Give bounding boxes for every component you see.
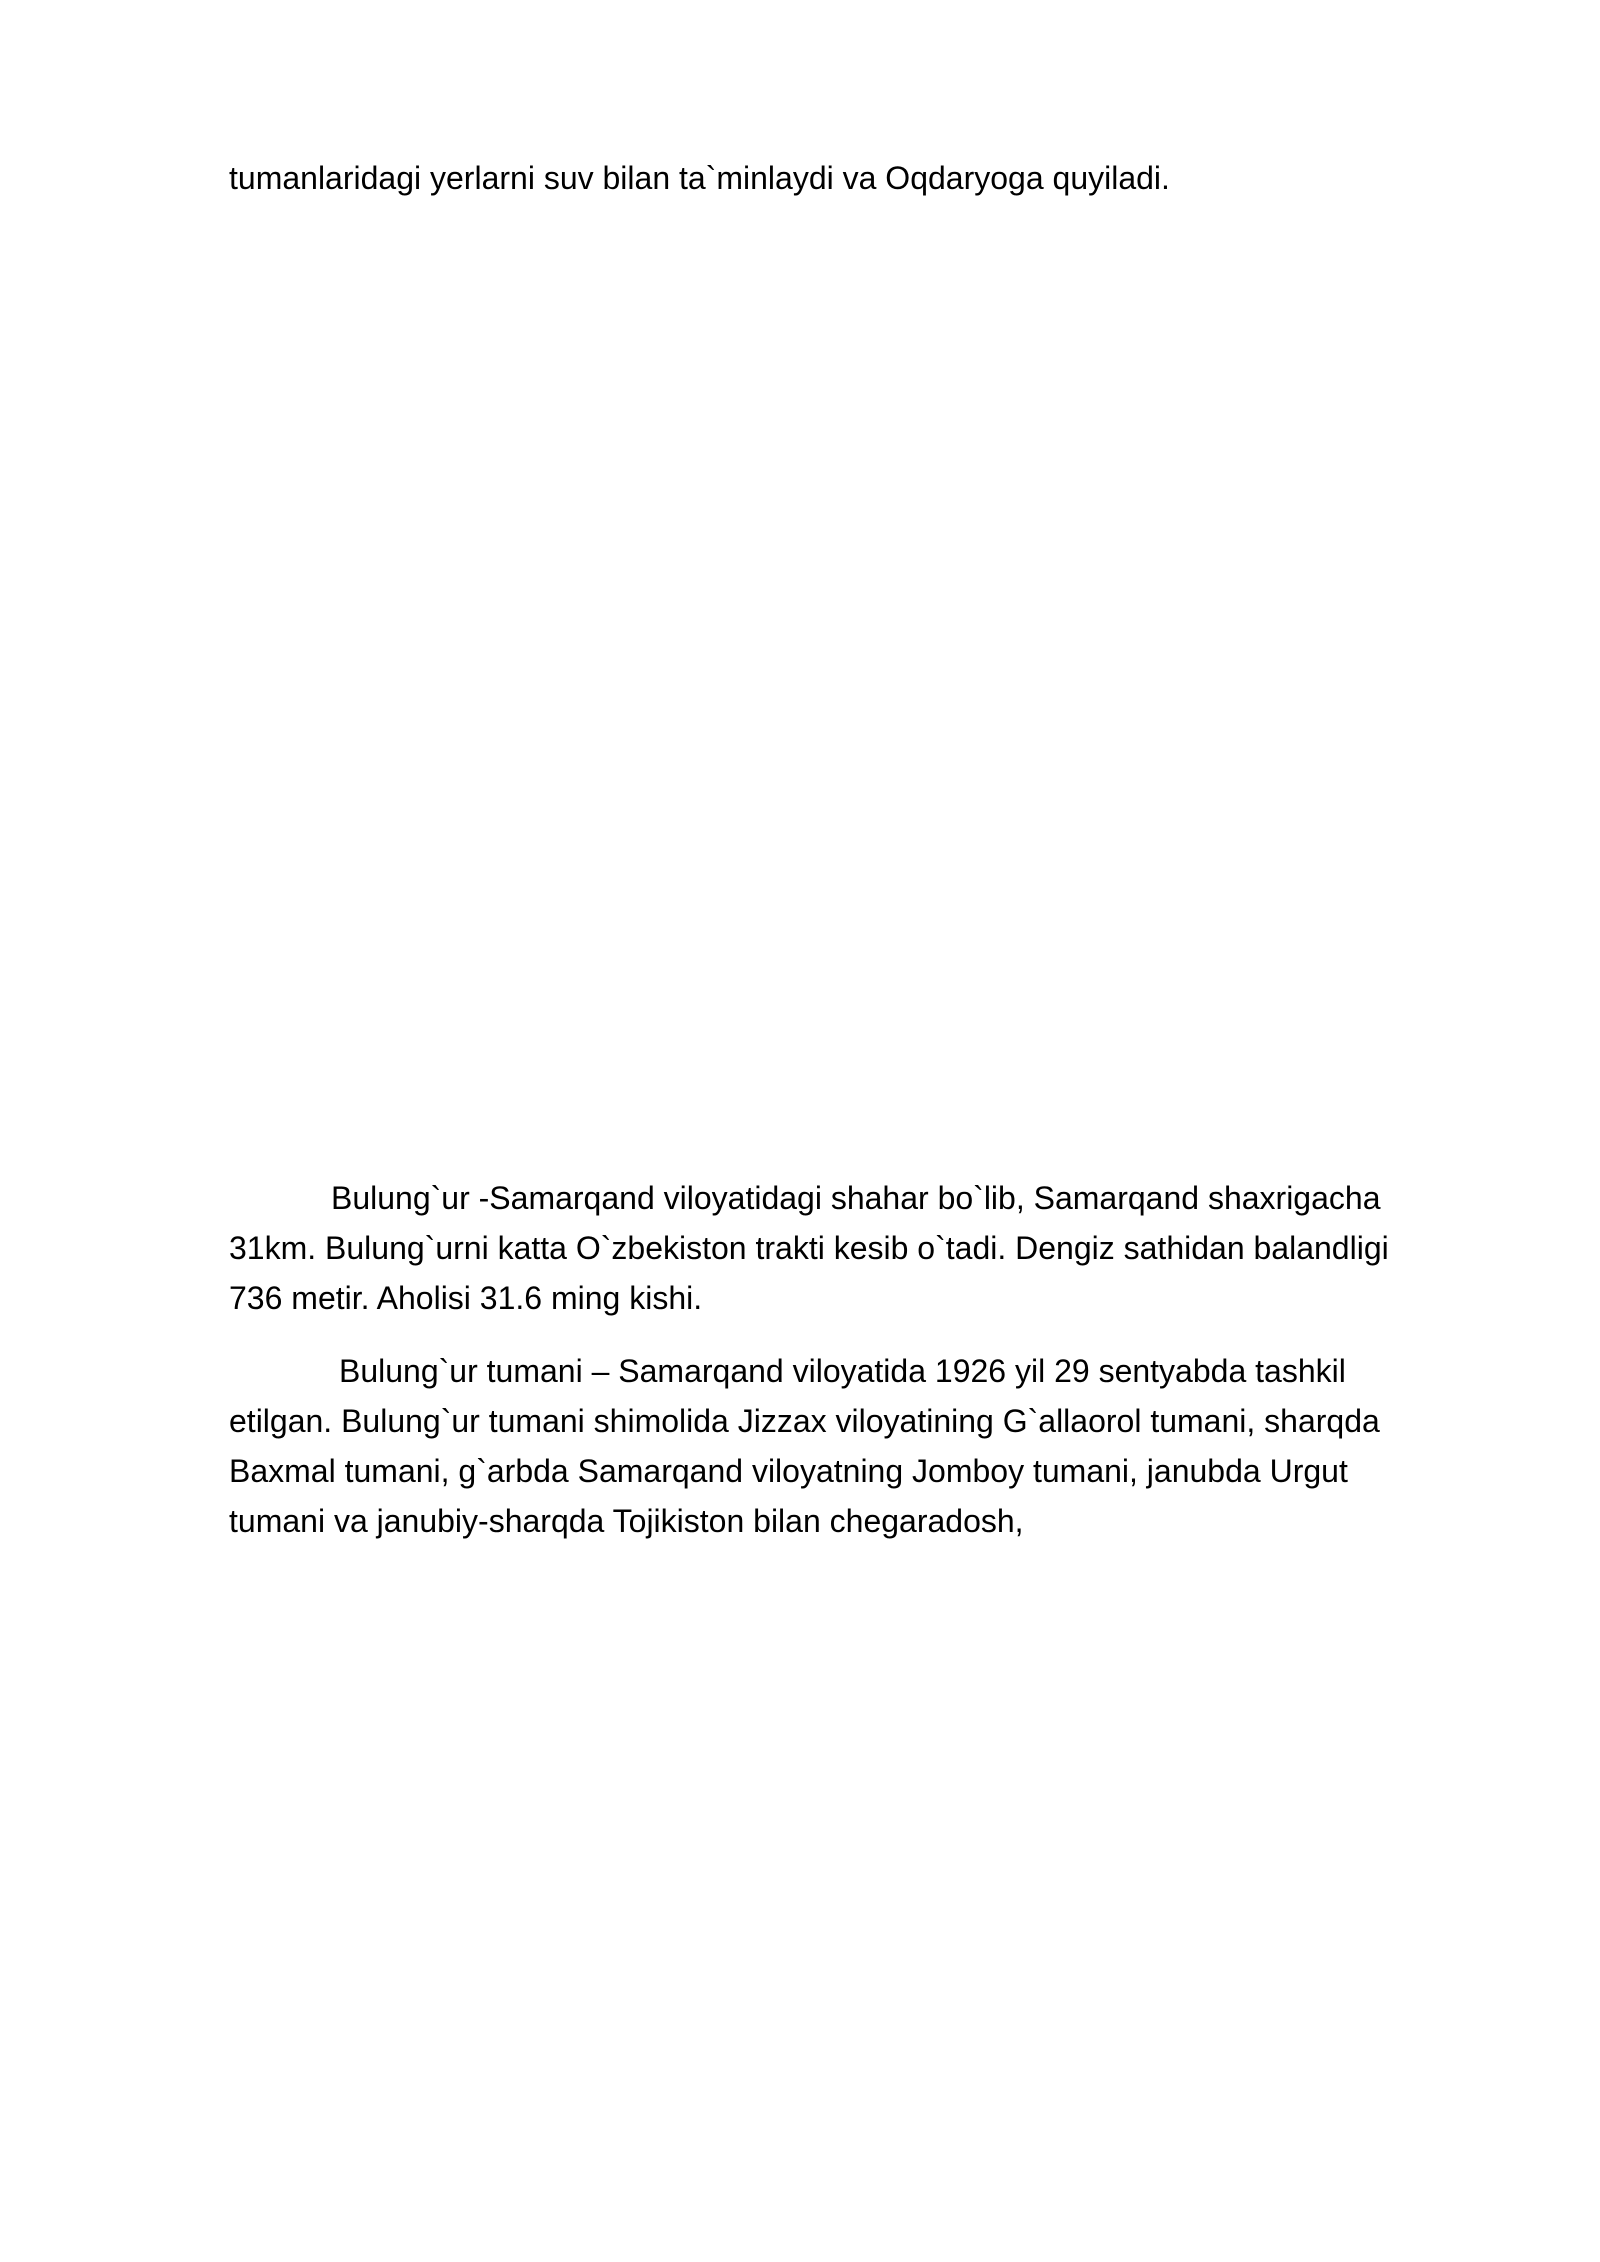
- paragraph-line: Bulung`ur -Samarqand viloyatidagi shahar bo`lib, Samarqand shaxrigacha: [331, 1180, 1381, 1216]
- paragraph-line: Baxmal tumani, g`arbda Samarqand viloyatning Jomboy tumani, janubda Urgut: [229, 1453, 1348, 1489]
- paragraph-bulungur-district: [229, 1346, 1499, 1546]
- top-line: tumanlaridagi yerlarni suv bilan ta`minlaydi va Oqdaryoga quyiladi.: [229, 160, 1170, 196]
- top-text-block: [229, 153, 1499, 203]
- paragraph-line: etilgan. Bulung`ur tumani shimolida Jizzax viloyatining G`allaorol tumani, sharqda: [229, 1403, 1380, 1439]
- paragraph-line: 31km. Bulung`urni katta O`zbekiston trakti kesib o`tadi. Dengiz sathidan balandligi: [229, 1230, 1389, 1266]
- paragraph-line: tumani va janubiy-sharqda Tojikiston bilan chegaradosh,: [229, 1503, 1024, 1539]
- paragraph-line: Bulung`ur tumani – Samarqand viloyatida 1926 yil 29 sentyabda tashkil: [339, 1353, 1346, 1389]
- paragraph-bulungur-city: [229, 1173, 1499, 1323]
- paragraph-line: 736 metir. Aholisi 31.6 ming kishi.: [229, 1280, 703, 1316]
